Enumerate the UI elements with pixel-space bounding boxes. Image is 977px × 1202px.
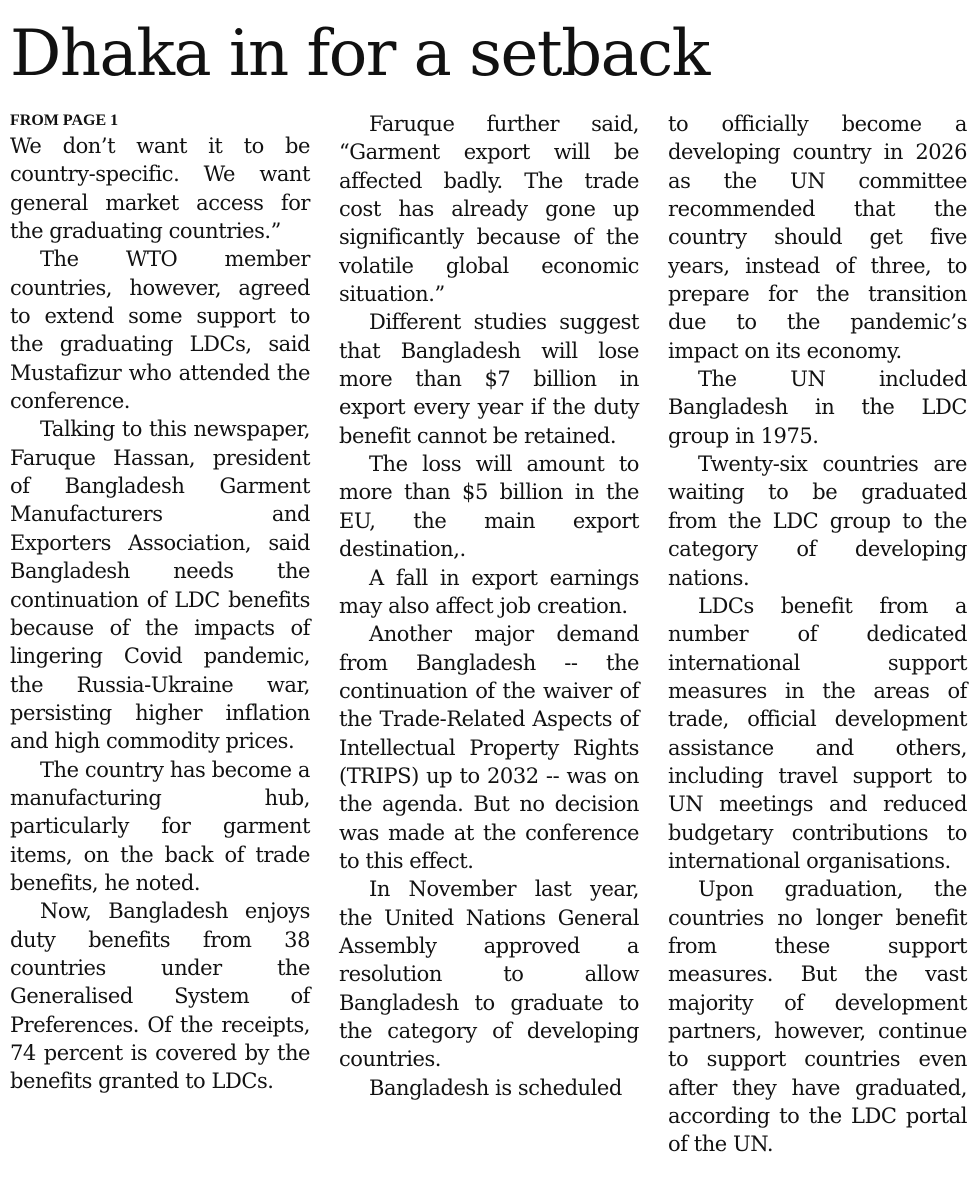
paragraph: Talking to this newspaper, Faruque Hassan, president of Bangladesh Garment Manufacturers and Exporters Association, said Bangladesh needs the continuation of LDC benefits because of the impacts of lingering Covid pandemic, the Russia-Ukraine war, persisting higher inflation and high commodity prices. [10, 417, 310, 754]
paragraph: The UN included Bangladesh in the LDC group in 1975. [668, 367, 967, 448]
paragraph: LDCs benefit from a number of dedicated international support measures in the areas of trade, official development assistance and others, including travel support to UN meetings and reduced budgetary contributions to international organisations. [668, 593, 967, 873]
paragraph: A fall in export earnings may also affect job creation. [339, 565, 639, 618]
paragraph: Now, Bangladesh enjoys duty benefits from 38 countries under the Generalised System of Preferences. Of the receipts, 74 percent is covered by the benefits granted to LDCs. [10, 899, 310, 1094]
paragraph: to officially become a developing country in 2026 as the UN committee recommended that the country should get five years, instead of three, to prepare for the transition due to the pandemic’s impact on its economy. [668, 112, 967, 363]
article-column-1 [10, 110, 310, 1096]
paragraph: Bangladesh is scheduled [369, 1075, 622, 1100]
headline: Dhaka in for a setback [10, 17, 709, 91]
article-column-3 [668, 110, 967, 1159]
paragraph: Another major demand from Bangladesh -- the continuation of the waiver of the Trade-Related Aspects of Intellectual Property Rights (TRIPS) up to 2032 -- was on the agenda. But no decision was made at the conference to this effect. [339, 622, 639, 873]
kicker-from-page-1: FROM PAGE 1 [10, 112, 119, 129]
paragraph: Faruque further said, “Garment export will be affected badly. The trade cost has already gone up significantly because of the volatile global economic situation.” [339, 112, 639, 307]
paragraph: Upon graduation, the countries no longer benefit from these support measures. But the vast majority of development partners, however, continue to support countries even after they have graduated, according to the LDC portal of the UN. [668, 877, 967, 1157]
article-column-2 [339, 110, 639, 1102]
paragraph: The country has become a manufacturing hub, particularly for garment items, on the back of trade benefits, he noted. [10, 757, 310, 895]
paragraph: Different studies suggest that Bangladesh will lose more than $7 billion in export every year if the duty benefit cannot be retained. [339, 310, 639, 448]
paragraph: The loss will amount to more than $5 billion in the EU, the main export destination,. [339, 452, 639, 562]
paragraph: Twenty-six countries are waiting to be graduated from the LDC group to the category of developing nations. [668, 452, 967, 590]
paragraph: In November last year, the United Nations General Assembly approved a resolution to allow Bangladesh to graduate to the category of developing countries. [339, 877, 639, 1072]
paragraph: We don’t want it to be country-specific. We want general market access for the graduating countries.” [10, 134, 310, 244]
paragraph: The WTO member countries, however, agreed to extend some support to the graduating LDCs, said Mustafizur who attended the conference. [10, 247, 310, 414]
